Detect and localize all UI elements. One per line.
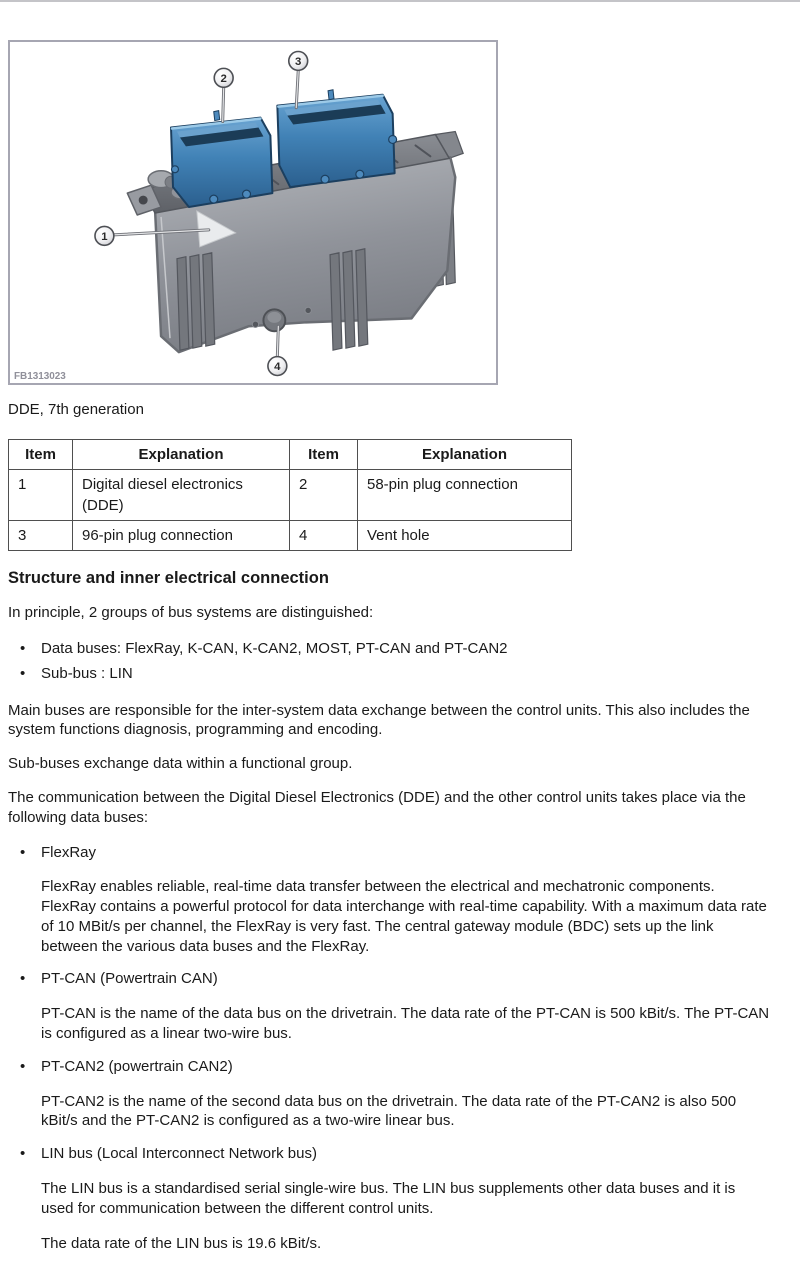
callout-1-number: 1 bbox=[101, 230, 108, 243]
bullet-text: Data buses: FlexRay, K-CAN, K-CAN2, MOST, PT-CAN and PT-CAN2 bbox=[41, 639, 508, 657]
leader-line-3 bbox=[296, 71, 298, 108]
bus-description: FlexRay enables reliable, real-time data transfer between the electrical and mechatronic components. FlexRay contains a powerful protocol for data interchange with real-time capability. With a maximum data rate of 10 MBit/s per channel, the FlexRay is very fast. The central gateway module (BDC) sets up the link between the various data buses and the FlexRay. bbox=[41, 878, 767, 955]
bullet-item-data-buses bbox=[8, 639, 770, 659]
bus-groups-list bbox=[8, 639, 770, 684]
dde-illustration bbox=[10, 42, 496, 383]
connector-58pin bbox=[171, 111, 272, 207]
cell-item: 3 bbox=[9, 520, 73, 550]
bus-item-pt-can2 bbox=[8, 1057, 770, 1131]
bus-label: LIN bus (Local Interconnect Network bus) bbox=[41, 1145, 317, 1163]
document-page bbox=[0, 40, 800, 1253]
bus-item-pt-can bbox=[8, 969, 770, 1043]
data-bus-list bbox=[8, 843, 770, 1254]
vent-hole bbox=[263, 309, 285, 331]
col-header-explanation-1: Explanation bbox=[73, 439, 290, 469]
paragraph-main-buses: Main buses are responsible for the inter-system data exchange between the control units. This also includes the system functions diagnosis, programming and encoding. bbox=[8, 701, 750, 739]
leader-line-2 bbox=[223, 88, 224, 122]
callout-1 bbox=[95, 226, 114, 245]
table-row bbox=[9, 469, 572, 520]
figure-image-code: FB1313023 bbox=[13, 370, 66, 382]
callout-2-number: 2 bbox=[220, 72, 227, 85]
bus-item-flexray bbox=[8, 843, 770, 957]
paragraph-sub-buses: Sub-buses exchange data within a functional group. bbox=[8, 755, 353, 773]
cell-explanation: 96-pin plug connection bbox=[73, 520, 290, 550]
cell-item: 2 bbox=[290, 469, 358, 520]
col-header-explanation-2: Explanation bbox=[358, 439, 572, 469]
bullet-item-sub-bus bbox=[8, 664, 770, 684]
bullet-text: Sub-bus : LIN bbox=[41, 664, 133, 682]
callout-3 bbox=[289, 51, 308, 70]
legend-table bbox=[8, 439, 572, 551]
bus-label: PT-CAN2 (powertrain CAN2) bbox=[41, 1057, 233, 1075]
bus-description: The LIN bus is a standardised serial single-wire bus. The LIN bus supplements other data buses and it is used for communication between the different control units. bbox=[41, 1180, 736, 1217]
paragraph-communication: The communication between the Digital Diesel Electronics (DDE) and the other control units takes place via the following data buses: bbox=[8, 788, 746, 826]
callout-4 bbox=[268, 357, 287, 376]
table-header-row bbox=[9, 439, 572, 469]
bus-description: PT-CAN2 is the name of the second data bus on the drivetrain. The data rate of the PT-CAN2 is also 500 kBit/s and the PT-CAN2 is configured as a two-wire linear bus. bbox=[41, 1092, 737, 1130]
bus-label: FlexRay bbox=[41, 843, 97, 861]
table-row bbox=[9, 520, 572, 550]
col-header-item-1: Item bbox=[9, 439, 73, 469]
col-header-item-2: Item bbox=[290, 439, 358, 469]
callout-3-number: 3 bbox=[295, 55, 302, 68]
top-divider bbox=[0, 0, 800, 2]
leader-line-4 bbox=[277, 326, 278, 356]
figure-caption: DDE, 7th generation bbox=[8, 401, 144, 418]
cell-explanation: Digital diesel electronics (DDE) bbox=[73, 469, 290, 520]
cell-item: 1 bbox=[9, 469, 73, 520]
bus-description: PT-CAN is the name of the data bus on the drivetrain. The data rate of the PT-CAN is 500 kBit/s. The PT-CAN is configured as a linear two-wire bus. bbox=[41, 1005, 770, 1043]
cell-explanation: 58-pin plug connection bbox=[358, 469, 572, 520]
bus-label: PT-CAN (Powertrain CAN) bbox=[41, 970, 218, 988]
bus-description: The data rate of the LIN bus is 19.6 kBit/s. bbox=[41, 1234, 322, 1252]
cell-item: 4 bbox=[290, 520, 358, 550]
intro-paragraph: In principle, 2 groups of bus systems are distinguished: bbox=[8, 604, 374, 622]
cell-explanation: Vent hole bbox=[358, 520, 572, 550]
callout-4-number: 4 bbox=[274, 361, 281, 374]
figure-dde-frame bbox=[8, 40, 498, 385]
callout-2 bbox=[214, 68, 233, 87]
section-heading: Structure and inner electrical connection bbox=[8, 568, 329, 587]
bus-item-lin bbox=[8, 1144, 770, 1253]
